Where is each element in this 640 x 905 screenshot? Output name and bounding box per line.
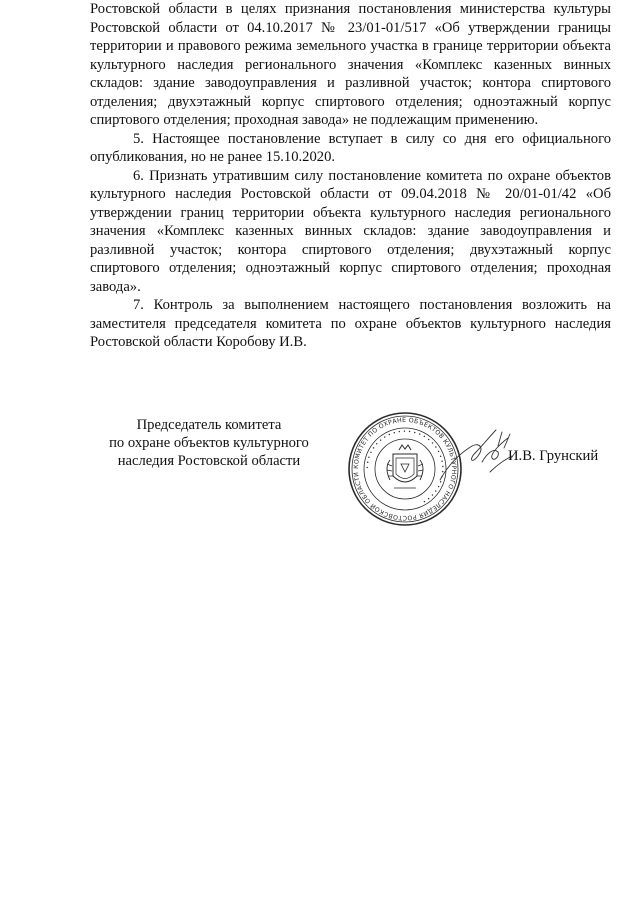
paragraph-6: 6. Признать утратившим силу постановление комитета по охране объектов культурного наследия Ростовской области от 09.04.2018 № 20/01-01/42 «Об утверждении границ территории объекта культурного наследия регионального значения «Комплекс казенных винных складов: здание заводоуправления и разливной участок; контора спиртового отделения; двухэтажный корпус спиртового отделения; одноэтажный корпус спиртового отделения; проходная завода». <box>90 167 611 295</box>
signer-position-line: наследия Ростовской области <box>117 453 301 469</box>
signature-block <box>70 410 620 530</box>
paragraph-5: 5. Настоящее постановление вступает в силу со дня его официального опубликования, но не ранее 15.10.2020. <box>90 130 611 165</box>
paragraph-7: 7. Контроль за выполнением настоящего постановления возложить на заместителя председателя комитета по охране объектов культурного наследия Ростовской области Коробову И.В. <box>90 297 611 350</box>
signer-position-line: Председатель комитета <box>136 417 282 433</box>
paragraph-continuation: Ростовской области в целях признания постановления министерства культуры Ростовской области от 04.10.2017 № 23/01-01/517 «Об утверждении границы территории и правового режима земельного участка в границе территории объекта культурного наследия регионального значения «Комплекс казенных винных складов: здание заводоуправления и разливной участок; контора спиртового отделения; двухэтажный корпус спиртового отделения; одноэтажный корпус спиртового отделения; проходная завода» не подлежащим применению. <box>90 1 611 128</box>
svg-text:КОМИТЕТ ПО ОХРАНЕ ОБЪЕКТОВ КУЛ: КОМИТЕТ ПО ОХРАНЕ ОБЪЕКТОВ КУЛЬТУРНОГО НАСЛЕДИЯ РОСТОВСКОЙ ОБЛАСТИ <box>352 416 458 522</box>
signer-name: И.В. Грунский <box>508 448 599 464</box>
svg-text:• • • • • • • • • • • • • • •: • • • • • • • • • • • • • • • • • • • • • • • • • • • • • • • <box>364 428 446 505</box>
signer-position <box>84 416 334 470</box>
document-body <box>90 0 611 352</box>
signer-position-line: по охране объектов культурного <box>109 435 309 451</box>
